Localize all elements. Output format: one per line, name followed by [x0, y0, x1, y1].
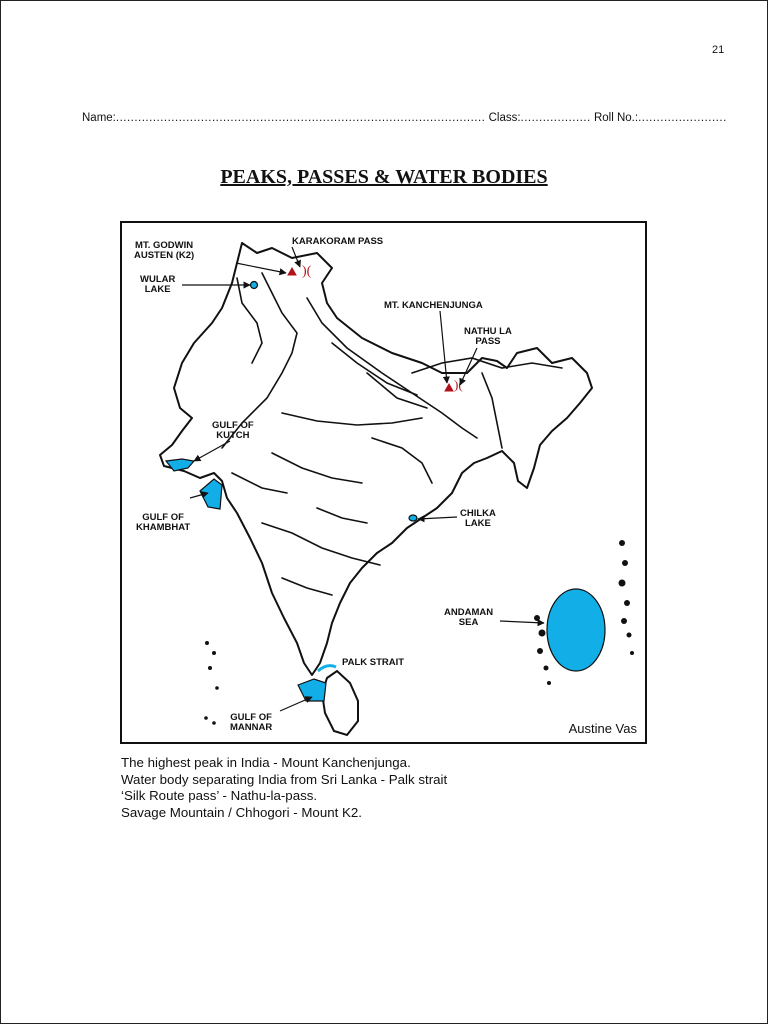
kanchenjunga-peak-marker [445, 384, 453, 391]
class-field[interactable]: ................... [520, 112, 591, 124]
gulf-of-mannar [298, 679, 326, 701]
name-field[interactable]: .................................................................................................... [115, 112, 486, 124]
label-k2: MT. GODWIN AUSTEN (K2) [134, 240, 195, 261]
andaman-sea [547, 589, 605, 671]
india-outline [160, 243, 592, 675]
water-bodies [166, 282, 605, 702]
label-gulf-of-kutch: GULF OF KUTCH [212, 420, 254, 441]
peaks-passes [288, 264, 463, 392]
fact-line: Water body separating India from Sri Lanka - Palk strait [121, 771, 448, 787]
karakoram-pass-marker: )( [302, 264, 312, 279]
fact-line: ‘Silk Route pass’ - Nathu-la-pass. [121, 788, 318, 803]
nathula-pass-marker: )( [454, 377, 463, 392]
label-chilka-lake: CHILKA LAKE [460, 508, 496, 529]
label-wular-lake: WULAR LAKE [140, 274, 176, 295]
chilka-lake [409, 515, 417, 521]
sri-lanka-outline [322, 671, 358, 735]
roll-label: Roll No.: [593, 112, 639, 124]
roll-field[interactable]: ........................ [638, 112, 727, 124]
class-label: Class: [488, 112, 521, 124]
page-title: PEAKS, PASSES & WATER BODIES [220, 166, 548, 188]
label-gulf-of-khambhat: GULF OF KHAMBHAT [136, 512, 191, 533]
leader-arrows [182, 247, 544, 711]
rivers [222, 273, 562, 595]
name-label: Name: [82, 112, 116, 124]
map-frame [120, 221, 647, 744]
label-kanchenjunga: MT. KANCHENJUNGA [384, 300, 483, 311]
wular-lake [251, 282, 258, 289]
fact-line: Savage Mountain / Chhogori - Mount K2. [121, 804, 362, 820]
fact-line: The highest peak in India - Mount Kanchenjunga. [121, 755, 411, 770]
label-nathula-pass: NATHU LA PASS [464, 326, 512, 347]
palk-strait [318, 666, 336, 671]
label-karakoram-pass: KARAKORAM PASS [292, 236, 384, 247]
label-andaman-sea: ANDAMAN SEA [444, 607, 494, 628]
label-gulf-of-mannar: GULF OF MANNAR [230, 712, 273, 733]
facts-list [121, 755, 447, 821]
map-credit: Austine Vas [568, 721, 637, 736]
page-number: 21 [712, 44, 725, 56]
k2-peak-marker [288, 268, 296, 275]
label-palk-strait: PALK STRAIT [342, 657, 405, 668]
gulf-of-kutch [166, 459, 194, 471]
worksheet-header [82, 112, 727, 124]
